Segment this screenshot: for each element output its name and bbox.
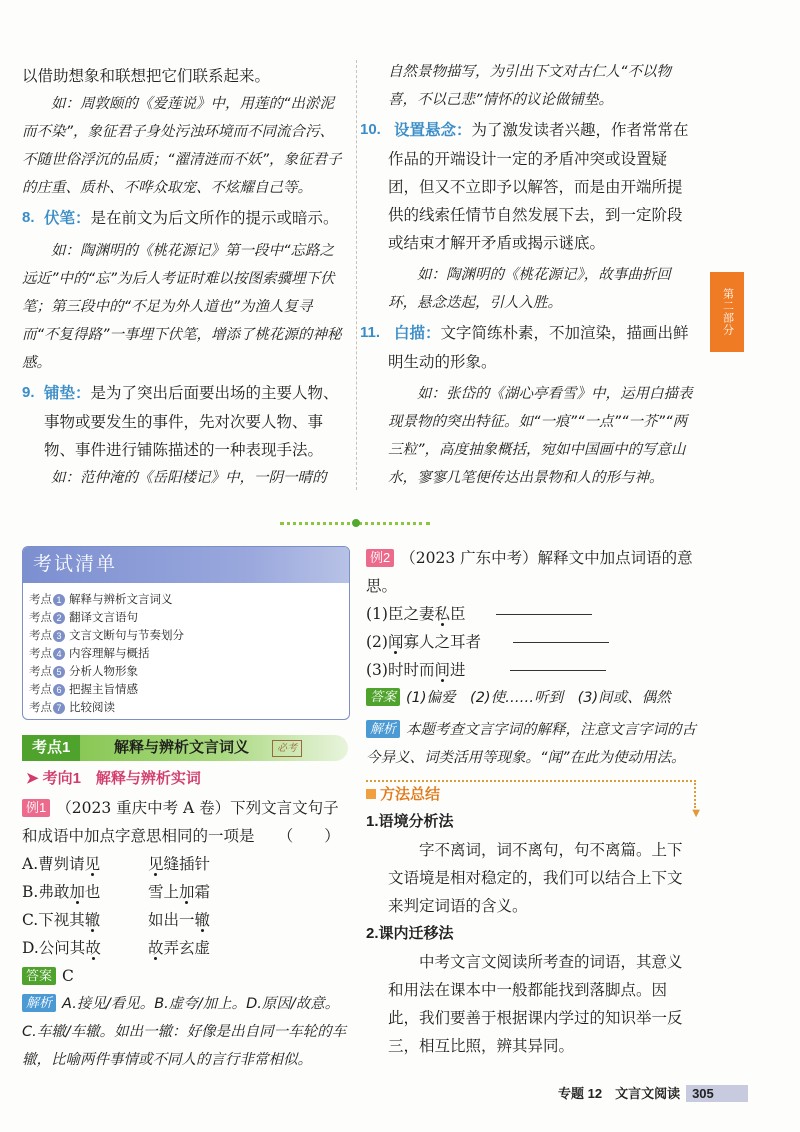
kaodian-1-bar [22, 735, 348, 761]
dotted-char: 辙 [84, 911, 101, 929]
q-text: (3)时时而 [366, 661, 435, 679]
exam-list-item[interactable] [29, 681, 349, 699]
must-test-tag: 必考 [272, 740, 302, 757]
item-label: 把握主旨情感 [69, 684, 138, 696]
lotus-example: 如：周敦颐的《爱莲说》中，用莲的“出淤泥而不染”，象征君子身处污浊环境而不同流合污、不随世俗浮沉的品质；“濯清涟而不妖”，象征君子的庄重、质朴、不哗众取宠、不炫耀自己等。 [22, 96, 342, 196]
section-side-tab[interactable] [710, 272, 744, 352]
example-1-answer [22, 962, 348, 990]
answer-blank[interactable] [513, 641, 609, 643]
opt-text: D.公问其 [22, 939, 86, 957]
dotted-char: 加 [179, 883, 195, 901]
option-c[interactable] [22, 906, 348, 934]
item-prefix: 考点 [29, 594, 52, 606]
example-2-analysis [366, 716, 696, 772]
opt-text: 也 [84, 883, 101, 901]
opt-text: 雪上 [148, 883, 180, 901]
q-text: (1)臣之妻 [366, 605, 435, 623]
item-prefix: 考点 [29, 684, 52, 696]
exam-list-item[interactable] [29, 591, 349, 609]
exam-list-item[interactable] [29, 699, 349, 717]
item-prefix: 考点 [29, 648, 52, 660]
item-11-term: 白描： [394, 325, 441, 342]
analysis-text: 本题考查文言字词的解释，注意文言字词的古今异义、词类活用等现象。“闻”在此为使动用法。 [366, 722, 697, 766]
analysis-badge: 解析 [22, 994, 56, 1012]
page-number: 305 [686, 1085, 748, 1102]
example-2-answer [366, 684, 696, 712]
dotted-char: 见 [148, 855, 164, 873]
example-2-q2 [366, 628, 696, 656]
item-8-term: 伏笔： [44, 210, 91, 227]
item-label: 分析人物形象 [69, 666, 138, 678]
kaoxiang-1-text: 考向1 解释与辨析实词 [42, 770, 201, 787]
example-1-analysis [22, 990, 348, 1074]
item-label: 解释与辨析文言词义 [69, 594, 173, 606]
item-10-term: 设置悬念： [394, 122, 472, 139]
item-label: 比较阅读 [69, 702, 115, 714]
item-9-example: 如：范仲淹的《岳阳楼记》中，一阴一晴的 [51, 470, 327, 486]
answer-text: C [62, 967, 74, 985]
item-10-example: 如：陶渊明的《桃花源记》，故事曲折回环，悬念迭起，引人入胜。 [388, 267, 671, 311]
page-footer [558, 1085, 748, 1103]
method-1-text: 字不离词，词不离句，句不离篇。上下文语境是相对稳定的，我们可以结合上下文来判定词语的含义。 [388, 841, 683, 915]
opt-text: C.下视其 [22, 911, 85, 929]
option-d[interactable] [22, 934, 348, 962]
dotted-char: 加 [69, 883, 85, 901]
item-number: 7 [53, 702, 65, 714]
item-8 [22, 204, 348, 233]
answer-blank[interactable] [510, 669, 606, 671]
item-9-number: 9. [22, 384, 35, 401]
item-number: 5 [53, 666, 65, 678]
item-10 [360, 116, 696, 257]
exam-list-item[interactable] [29, 663, 349, 681]
item-10-number: 10. [360, 121, 381, 138]
method-2-heading: 2.课内迁移法 [366, 925, 454, 942]
item-prefix: 考点 [29, 612, 52, 624]
section-side-tab-label: 第二部分 [721, 288, 734, 336]
dotted-char: 间 [434, 661, 450, 679]
dotted-char: 辙 [194, 911, 211, 929]
item-11-example: 如：张岱的《湖心亭看雪》中，运用白描表现景物的突出特征。如“一痕”“一点”“一芥”“两三粒”，高度抽象概括，宛如中国画中的写意山水，寥寥几笔便传达出景物和人的形与神。 [388, 386, 693, 486]
item-11-number: 11. [360, 324, 381, 341]
item-9-term: 铺垫： [44, 385, 91, 402]
opt-text: 缝插针 [163, 855, 211, 873]
exam-list-item[interactable] [29, 645, 349, 663]
method-1-heading: 1.语境分析法 [366, 813, 454, 830]
opt-text: 弄玄虚 [163, 939, 211, 957]
item-8-text: 是在前文为后文所作的提示或暗示。 [90, 209, 339, 227]
section-divider-dot [352, 519, 360, 527]
exam-list [29, 591, 349, 717]
method-summary-header [366, 780, 700, 819]
example-2-stem: （2023 广东中考）解释文中加点词语的意思。 [366, 549, 693, 595]
left-line1: 以借助想象和联想把它们联系起来。 [22, 67, 271, 85]
right-continuation: 自然景物描写，为引出下文对古仁人“不以物喜，不以己悲”情怀的议论做铺垫。 [388, 64, 672, 108]
item-label: 翻译文言语句 [69, 612, 138, 624]
analysis-badge: 解析 [366, 720, 400, 738]
item-number: 6 [53, 684, 65, 696]
right-column [360, 58, 696, 492]
example-2-q1 [366, 600, 696, 628]
example-1 [22, 794, 348, 1074]
q-text: 寡人之耳者 [403, 633, 481, 651]
item-8-number: 8. [22, 209, 35, 226]
exam-list-box [22, 546, 350, 720]
item-prefix: 考点 [29, 630, 52, 642]
column-divider [356, 60, 357, 490]
item-number: 4 [53, 648, 65, 660]
example-2-q3 [366, 656, 696, 684]
kaodian-1-label: 考点1 [22, 735, 80, 761]
method-summary-title [366, 784, 440, 806]
option-b[interactable] [22, 878, 348, 906]
item-number: 2 [53, 612, 65, 624]
item-label: 内容理解与概括 [69, 648, 150, 660]
item-11-text: 文字简练朴素，不加渲染，描画出鲜明生动的形象。 [388, 324, 689, 371]
q-text: 进 [449, 661, 466, 679]
item-9-text: 是为了突出后面要出场的主要人物、事物或要发生的事件，先对次要人物、事物、事件进行铺陈描述的一种表现手法。 [44, 384, 339, 459]
arrow-icon: ➤ [26, 770, 39, 787]
exam-list-item[interactable] [29, 609, 349, 627]
dotted-char: 闻 [387, 633, 404, 651]
kaoxiang-1 [26, 767, 201, 791]
flag-icon [366, 789, 376, 799]
item-number: 1 [53, 594, 65, 606]
answer-blank[interactable] [496, 613, 592, 615]
option-a[interactable] [22, 850, 348, 878]
example-1-stem: （2023 重庆中考 A 卷）下列文言文句子和成语中加点字意思相同的一项是 （ ） [22, 799, 340, 845]
opt-text: 如出一 [148, 911, 195, 929]
example-2-badge: 例2 [366, 549, 394, 567]
example-1-stem-line [22, 794, 348, 850]
dotted-char: 故 [85, 939, 101, 957]
dotted-char: 私 [434, 605, 450, 623]
kaodian-1-title: 解释与辨析文言词义 [114, 739, 250, 756]
dotted-char: 见 [84, 855, 101, 873]
item-prefix: 考点 [29, 666, 52, 678]
item-9 [22, 379, 348, 464]
exam-list-title: 考试清单 [23, 547, 349, 583]
footer-topic: 专题 12 文言文阅读 [558, 1086, 681, 1101]
item-prefix: 考点 [29, 702, 52, 714]
item-11 [360, 319, 696, 376]
example-2-stem-line [366, 544, 696, 600]
dotted-char: 故 [148, 939, 164, 957]
item-10-text: 为了激发读者兴趣，作者常常在作品的开端设计一定的矛盾冲突或设置疑团，但又不立即予以解答，而是由开端所提供的线索任情节自然发展下去，到一定阶段或结束才解开矛盾或揭示谜底。 [388, 121, 689, 252]
example-2 [366, 544, 700, 1060]
analysis-text: A.接见/看见。B.虚夸/加上。D.原因/故意。C.车辙/车辙。如出一辙：好像是出自同一车轮的车辙，比喻两件事情或不同人的言行非常相似。 [22, 996, 347, 1068]
left-column [22, 62, 348, 492]
q-text: 臣 [449, 605, 466, 623]
down-arrow-icon: ▼ [692, 808, 700, 819]
item-label: 文言文断句与节奏划分 [69, 630, 184, 642]
opt-text: B.弗敢 [22, 883, 70, 901]
exam-list-item[interactable] [29, 627, 349, 645]
answer-text: (1)偏爱 (2)使……听到 (3)间或、偶然 [406, 690, 671, 706]
item-number: 3 [53, 630, 65, 642]
method-2-text: 中考文言文阅读所考查的词语，其意义和用法在课本中一般都能找到落脚点。因此，我们要善于根据课内学过的知识举一反三，相互比照，辨其异同。 [388, 953, 683, 1055]
answer-badge: 答案 [366, 688, 400, 706]
q-text: (2) [366, 633, 388, 651]
method-title-text: 方法总结 [380, 786, 441, 803]
item-8-example: 如：陶渊明的《桃花源记》第一段中“忘路之远近”中的“忘”为后人考证时难以按图索骥埋下伏笔；第三段中的“不足为外人道也”为渔人复寻而“不复得路”一事埋下伏笔，增添了桃花源的神秘感。 [22, 243, 342, 371]
answer-badge: 答案 [22, 967, 56, 985]
opt-text: 霜 [194, 883, 211, 901]
opt-text: A.曹刿请 [22, 855, 85, 873]
example-1-badge: 例1 [22, 799, 50, 817]
